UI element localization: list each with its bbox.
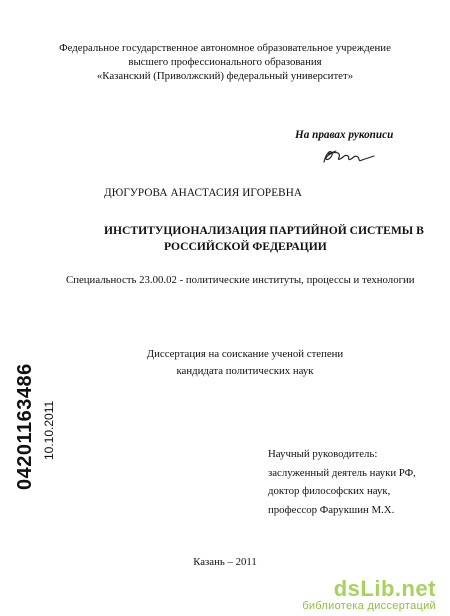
city-year: Казань – 2011 [193, 556, 257, 568]
supervisor-line-1: Научный руководитель: [268, 448, 378, 460]
dslib-subtitle: библиотека диссертаций [302, 600, 436, 612]
degree-statement [125, 346, 365, 380]
library-stamp-date: 10.10.2011 [42, 400, 56, 460]
supervisor-block [268, 445, 416, 519]
degree-line-1: Диссертация на соискание ученой степени [146, 348, 344, 360]
dslib-logo[interactable]: dsLib.net [333, 576, 436, 601]
institution-line-2: высшего профессионального образования [128, 56, 322, 68]
title-line-1: ИНСТИТУЦИОНАЛИЗАЦИЯ ПАРТИЙНОЙ СИСТЕМЫ В [104, 224, 424, 237]
degree-line-2: кандидата политических наук [176, 365, 314, 377]
institution-line-3: «Казанский (Приволжский) федеральный университет» [96, 70, 354, 82]
supervisor-line-4: профессор Фарукшин М.Х. [268, 503, 395, 516]
institution-line-1: Федеральное государственное автономное образовательное учреждение [59, 42, 391, 54]
supervisor-line-2: заслуженный деятель науки РФ, [268, 466, 416, 479]
title-line-2: РОССИЙСКОЙ ФЕДЕРАЦИИ [164, 240, 327, 253]
handwritten-signature [318, 145, 378, 167]
dissertation-title [104, 223, 424, 255]
rights-note: На правах рукописи [295, 129, 394, 141]
library-stamp-number: 04201163486 [14, 363, 36, 490]
specialty: Специальность 23.00.02 - политические институты, процессы и технологии [66, 274, 415, 286]
supervisor-line-3: доктор философских наук, [268, 485, 391, 497]
institution-header [40, 41, 410, 83]
author-name: ДЮГУРОВА АНАСТАСИЯ ИГОРЕВНА [104, 187, 303, 199]
dslib-watermark[interactable] [302, 578, 436, 613]
